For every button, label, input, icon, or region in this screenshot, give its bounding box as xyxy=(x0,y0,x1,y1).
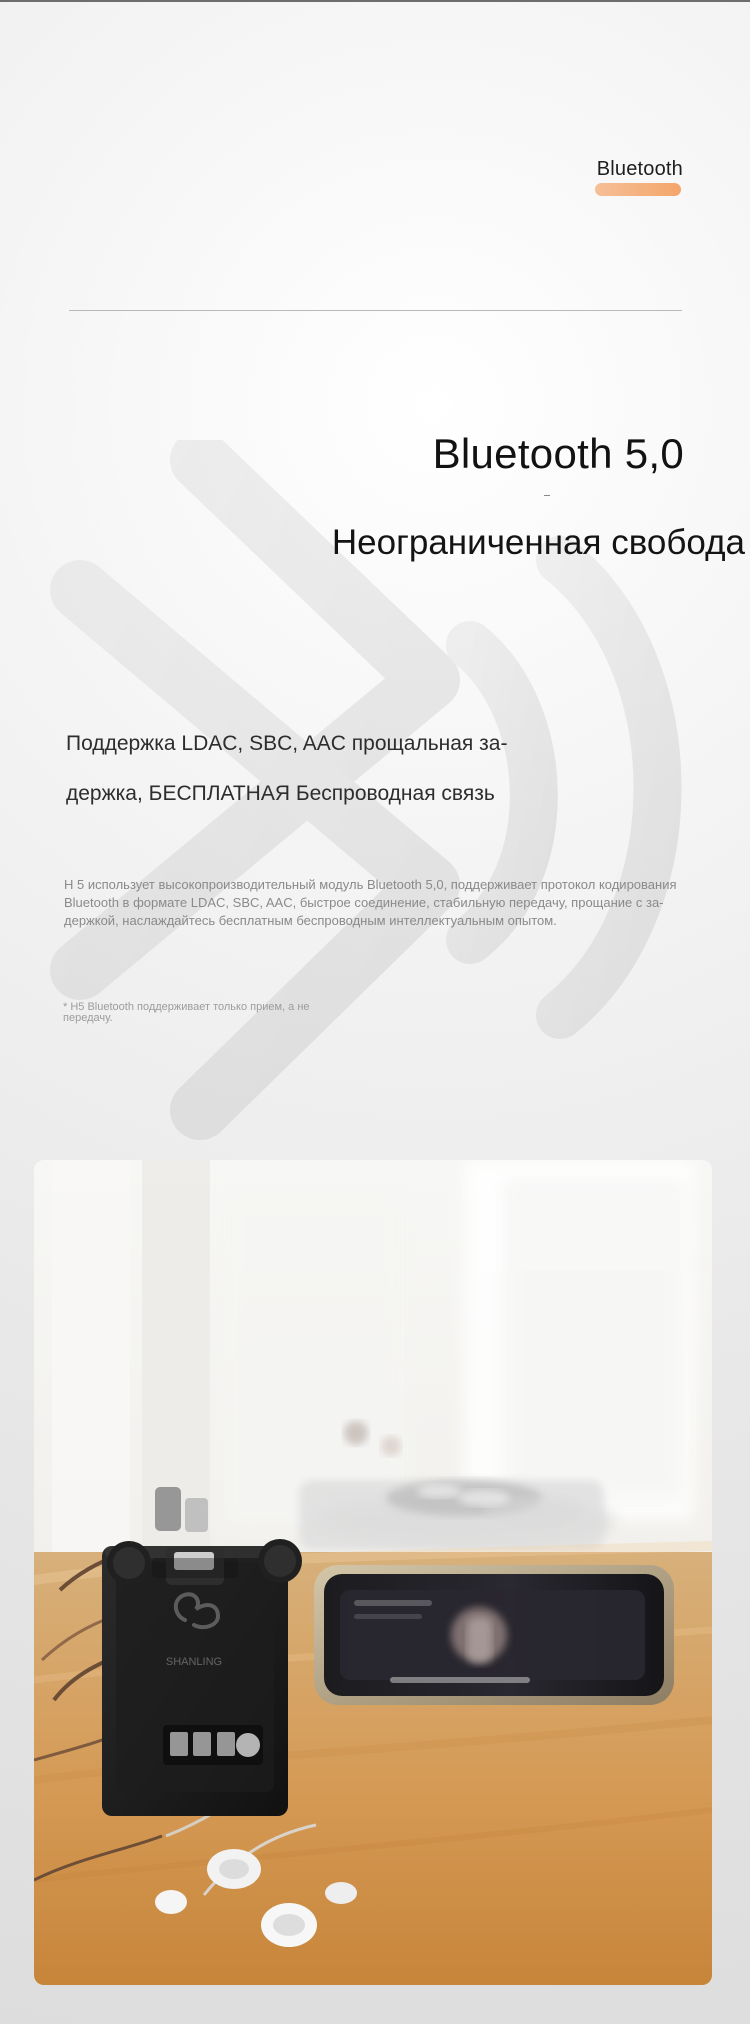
bluetooth-section-tag xyxy=(575,158,683,181)
support-line-2: держка, БЕСПЛАТНАЯ Беспроводная связь xyxy=(66,782,495,805)
footnote-line-2: передачу. xyxy=(63,1012,113,1024)
hero-subtitle: Неограниченная свобода xyxy=(331,523,745,562)
footnote-line-1: * H5 Bluetooth поддерживает только прием, а не xyxy=(63,1001,310,1013)
description-line-3: держкой, наслаждайтесь бесплатным беспроводным интеллектуальным опытом. xyxy=(64,913,557,928)
description-line-1: H 5 использует высокопроизводительный модуль Bluetooth 5,0, поддерживает протокол кодирования xyxy=(64,877,677,892)
tag-underline xyxy=(595,183,681,196)
top-border xyxy=(0,0,750,2)
product-photo-illustration xyxy=(34,1160,712,1985)
hero-title: Bluetooth 5,0 xyxy=(432,430,684,477)
svg-text:SHANLING: SHANLING xyxy=(165,1656,223,1668)
footnote xyxy=(63,1002,363,1024)
support-line-1: Поддержка LDAC, SBC, AAC прощальная за- xyxy=(66,732,508,755)
title-dot xyxy=(544,495,550,496)
section-divider xyxy=(69,310,682,311)
bluetooth-tag-label: Bluetooth xyxy=(596,158,683,180)
description-block xyxy=(64,876,690,930)
description-line-2: Bluetooth в формате LDAC, SBC, AAC, быстрое соединение, стабильную передачу, прощание с за- xyxy=(64,895,664,910)
product-photo xyxy=(34,1160,712,1985)
